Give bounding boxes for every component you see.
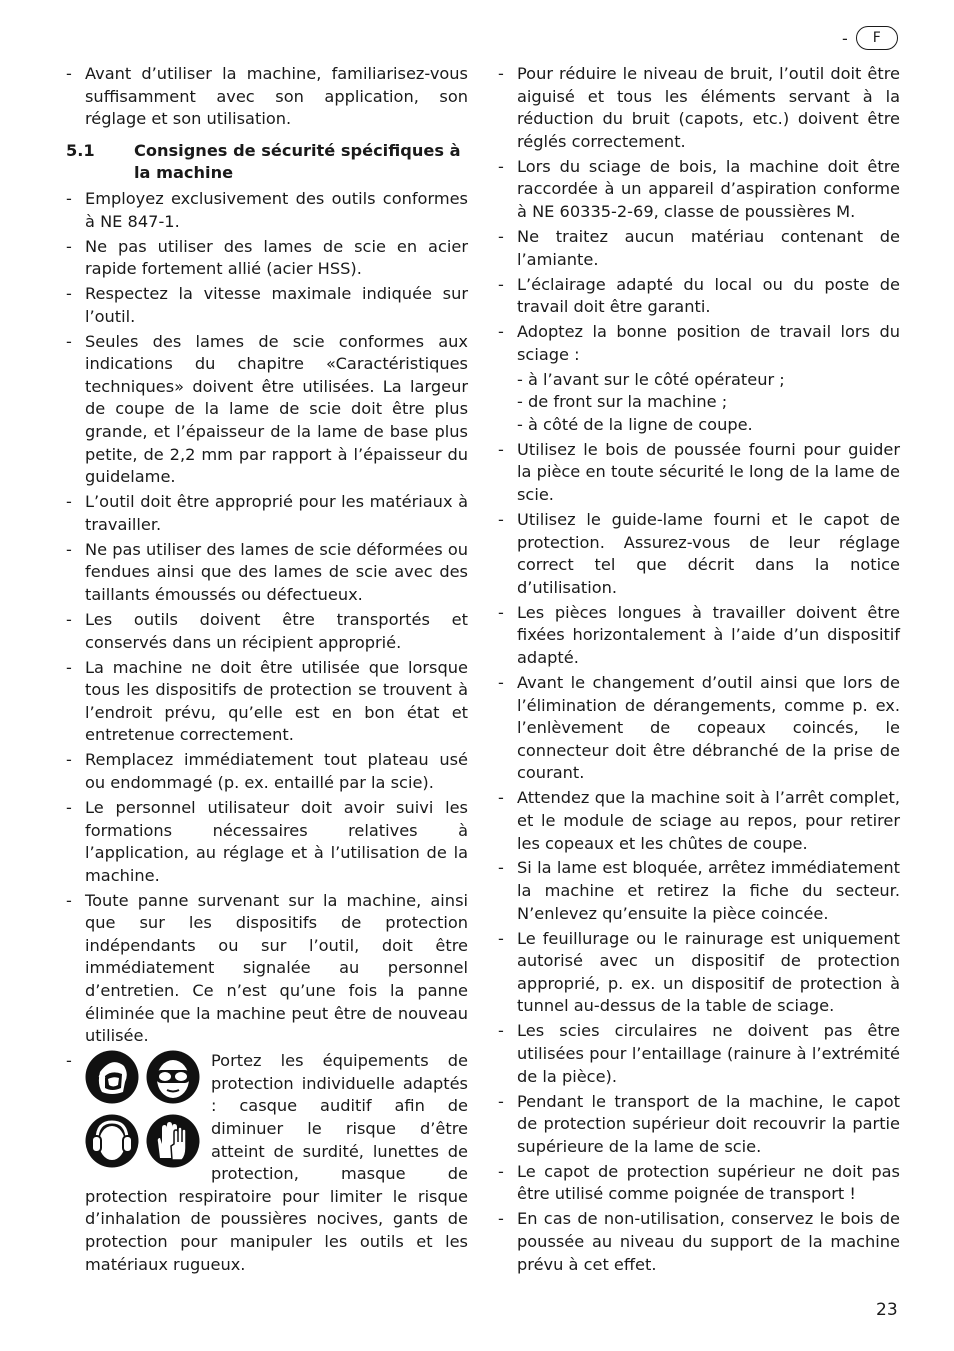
ppe-item: - Portez les équipements de protection individuelle adaptés : casque auditif afin de diminuer le risque d’être atteint de surdité, lunettes de protection, masque de protection respiratoire pour limiter le risque d’inhalation de poussières nocives, gants de protection pour manipuler les outils et les matériaux rugueux. <box>66 1050 468 1276</box>
list-dash: - <box>498 1161 504 1181</box>
list-dash: - <box>66 657 72 677</box>
language-dash: - <box>842 28 848 48</box>
respirator-mask-icon <box>85 1050 139 1104</box>
list-dash: - <box>498 274 504 294</box>
list-item <box>66 283 468 328</box>
list-dash: - <box>66 236 72 256</box>
list-dash: - <box>498 1209 504 1229</box>
right-list-a <box>498 63 900 366</box>
section-number: 5.1 <box>66 140 95 160</box>
list-item-text: Si la lame est bloquée, arrêtez immédiatement la machine et retirez la fiche du secteur. N’enlevez qu’ensuite la pièce coincée. <box>517 858 900 923</box>
list-item-text: L’outil doit être approprié pour les matériaux à travailler. <box>85 492 468 534</box>
list-item-text: Le personnel utilisateur doit avoir suivi les formations nécessaires relatives à l’application, au réglage et à l’utilisation de la machine. <box>85 797 468 885</box>
list-dash: - <box>66 750 72 770</box>
list-item <box>66 609 468 654</box>
list-dash: - <box>498 1091 504 1111</box>
list-item-text: Les scies circulaires ne doivent pas être utilisées pour l’entaillage (rainure à l’extrémité de la pièce). <box>517 1021 900 1086</box>
section-title: Consignes de sécurité spécifiques à la machine <box>134 140 461 183</box>
list-dash: - <box>498 322 504 342</box>
list-item-text: Respectez la vitesse maximale indiquée sur l’outil. <box>85 284 468 326</box>
list-item <box>498 1161 900 1206</box>
left-column <box>66 63 468 1276</box>
list-dash: - <box>498 788 504 808</box>
list-dash: - <box>498 439 504 459</box>
list-item <box>498 672 900 785</box>
list-item <box>66 188 468 233</box>
right-list-b <box>498 439 900 1276</box>
list-item <box>66 236 468 281</box>
list-item-text: Pendant le transport de la machine, le capot de protection supérieur doit recouvrir la partie supérieure de la lame de scie. <box>517 1091 900 1156</box>
list-item <box>66 749 468 794</box>
ear-protection-icon <box>85 1114 139 1168</box>
ppe-icons <box>85 1050 201 1172</box>
list-item-text: Seules des lames de scie conformes aux indications du chapitre «Caractéristiques techniques» doivent être utilisées. La largeur de coupe de la lame de scie doit être plus grande, et l’épaisseur de la lame de base plus petite, de 2,2 mm par rapport à l’épaisseur du guidelame. <box>85 331 468 487</box>
list-item-text: Ne pas utiliser des lames de scie en acier rapide fortement allié (acier HSS). <box>85 236 468 279</box>
list-item-text: Avant d’utiliser la machine, familiarisez-vous suffisamment avec son application, son réglage et son utilisation. <box>85 64 468 129</box>
section-heading <box>66 140 468 185</box>
list-item <box>66 331 468 489</box>
list-item-text: Le feuillurage ou le rainurage est uniquement autorisé avec un dispositif de protection approprié, p. ex. un dispositif de protection à tunnel au-dessus de la table de sciage. <box>517 928 900 1016</box>
sub-list-item: - de front sur la machine ; <box>517 392 728 412</box>
list-item <box>66 539 468 607</box>
list-item-text: Avant le changement d’outil ainsi que lors de l’élimination de dérangements, comme p. ex. l’enlèvement de copeaux coincés, le connecteur doit être débranché de la prise de courant. <box>517 672 900 783</box>
list-item-text: Toute panne survenant sur la machine, ainsi que sur les dispositifs de protection indépendants ou sur l’outil, doit être immédiatement signalée au personnel d’entretien. Ce n’est qu’une fois la panne éliminée que la machine peut être de nouveau utilisée. <box>85 890 468 1046</box>
list-dash: - <box>66 284 72 304</box>
list-dash: - <box>66 188 72 208</box>
list-item-text: L’éclairage adapté du local ou du poste de travail doit être garanti. <box>517 274 900 317</box>
list-item <box>498 928 900 1018</box>
list-dash: - <box>66 539 72 559</box>
list-item <box>498 274 900 319</box>
list-item <box>66 657 468 747</box>
working-positions-list <box>517 369 900 437</box>
list-item-text: La machine ne doit être utilisée que lorsque tous les dispositifs de protection se trouvent à l’endroit prévu, qu’elle est en bon état et entretenue correctement. <box>85 657 468 745</box>
page-number: 23 <box>876 1300 898 1320</box>
right-column <box>498 63 900 1279</box>
list-item <box>66 491 468 536</box>
list-item <box>498 439 900 507</box>
list-item-text: Adoptez la bonne position de travail lors du sciage : <box>517 322 900 364</box>
safety-goggles-icon <box>146 1050 200 1104</box>
list-dash: - <box>66 492 72 512</box>
language-badge: F <box>856 26 898 50</box>
list-item <box>498 602 900 670</box>
list-item <box>66 797 468 887</box>
left-list <box>66 188 468 1048</box>
list-dash: - <box>498 928 504 948</box>
list-item-text: Utilisez le bois de poussée fourni pour guider la pièce en toute sécurité le long de la lame de scie. <box>517 439 900 505</box>
list-dash: - <box>498 602 504 622</box>
ppe-text: Portez les équipements de protection individuelle adaptés : casque auditif afin de diminuer le risque d’être atteint de surdité, lunettes de protection, masque de protection respiratoire pour limiter le risque d’inhalation de poussières nocives, gants de protection pour manipuler les outils et les matériaux rugueux. <box>85 1051 468 1274</box>
list-item-text: En cas de non-utilisation, conservez le bois de poussée au niveau du support de la machine prévu à cet effet. <box>517 1209 900 1274</box>
list-item <box>498 63 900 153</box>
list-dash: - <box>498 510 504 530</box>
list-item <box>66 890 468 1048</box>
list-item-text: Le capot de protection supérieur ne doit pas être utilisé comme poignée de transport ! <box>517 1161 900 1204</box>
list-item-text: Les pièces longues à travailler doivent être fixées horizontalement à l’aide d’un dispositif adapté. <box>517 602 900 667</box>
list-item <box>498 321 900 366</box>
list-item-text: Les outils doivent être transportés et conservés dans un récipient approprié. <box>85 610 468 652</box>
list-item-text: Ne traitez aucun matériau contenant de l’amiante. <box>517 226 900 269</box>
list-item-text: Ne pas utiliser des lames de scie déformées ou fendues ainsi que des lames de scie avec des taillants émoussés ou défectueux. <box>85 539 468 605</box>
list-item-text: Lors du sciage de bois, la machine doit être raccordée à un appareil d’aspiration conforme à NE 60335-2-69, classe de poussières M. <box>517 156 900 221</box>
list-item <box>498 857 900 925</box>
list-dash: - <box>66 890 72 910</box>
protective-gloves-icon <box>146 1114 200 1168</box>
list-dash: - <box>498 156 504 176</box>
list-item <box>498 1020 900 1088</box>
list-dash: - <box>498 672 504 692</box>
list-dash: - <box>498 64 504 83</box>
list-dash: - <box>66 610 72 629</box>
list-item <box>498 1208 900 1276</box>
language-indicator <box>842 26 898 50</box>
list-item-text: Pour réduire le niveau de bruit, l’outil doit être aiguisé et tous les éléments servant à la réduction du bruit (capots, etc.) doivent être réglés correctement. <box>517 64 900 151</box>
sub-list-item: - à l’avant sur le côté opérateur ; <box>517 369 785 389</box>
list-item-text: Employez exclusivement des outils conformes à NE 847-1. <box>85 188 468 231</box>
list-item <box>498 509 900 599</box>
list-dash: - <box>498 1021 504 1041</box>
list-item <box>498 787 900 855</box>
list-item-intro: - Avant d’utiliser la machine, familiarisez-vous suffisamment avec son application, son réglage et son utilisation. <box>66 63 468 131</box>
list-dash: - <box>498 858 504 878</box>
list-item-text: Attendez que la machine soit à l’arrêt complet, et le module de sciage au repos, pour retirer les copeaux et les chûtes de coupe. <box>517 788 900 853</box>
list-dash: - <box>66 797 72 817</box>
sub-list-item: - à côté de la ligne de coupe. <box>517 414 753 434</box>
list-dash: - <box>66 331 72 351</box>
list-item-text: Utilisez le guide-lame fourni et le capot de protection. Assurez-vous de leur réglage correct tel que décrit dans la notice d’utilisation. <box>517 510 900 597</box>
list-item <box>498 156 900 224</box>
list-item-text: Remplacez immédiatement tout plateau usé ou endommagé (p. ex. entaillé par la scie). <box>85 750 468 792</box>
list-item <box>498 226 900 271</box>
list-dash: - <box>498 226 504 246</box>
list-item <box>498 1091 900 1159</box>
